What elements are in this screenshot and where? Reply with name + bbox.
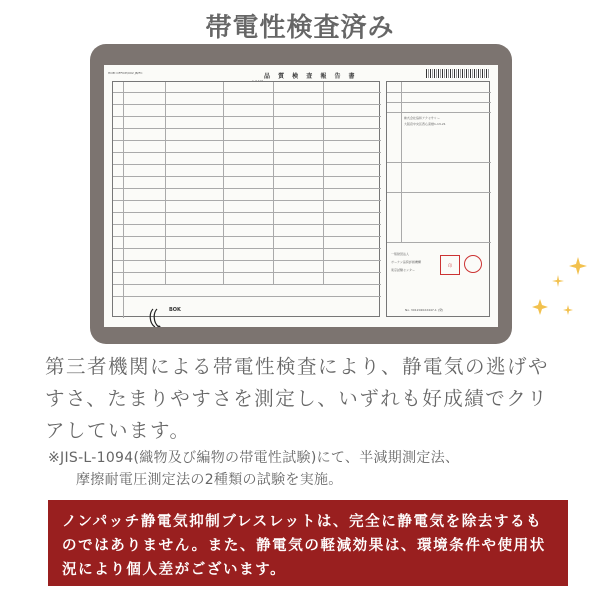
note-line-2: 摩擦耐電圧測定法の2種類の試験を実施。 <box>76 472 343 488</box>
report-side-table <box>386 81 490 317</box>
sparkles-icon <box>520 255 600 340</box>
company-address: 大阪府中央区西心斎橋1-13-21 <box>404 122 446 126</box>
org-label: 一般財団法人 <box>391 252 410 256</box>
brand-logo: BOK <box>169 307 181 313</box>
org-center: 東京試験センター <box>391 268 415 272</box>
barcode-icon <box>426 69 490 78</box>
doc-title: 品 質 検 査 報 告 書 <box>264 73 358 80</box>
inspection-report-document <box>104 65 498 327</box>
seal-icon <box>464 255 482 273</box>
description-text: 第三者機関による帯電性検査により、静電気の逃げやすさ、たまりやすさを測定し、いずれも好成績でクリアしています。 <box>45 355 550 442</box>
disclaimer-box: ノンパッチ静電気抑制ブレスレットは、完全に静電気を除去するものではありません。また、静電気の軽減効果は、環境条件や使用状況により個人差がございます。 <box>48 500 568 586</box>
report-number: No. 301202022447-1 (発) <box>405 308 444 312</box>
note-line-1: ※JIS-L-1094(織物及び編物の帯電性試験)にて、半減期測定法、 <box>48 450 460 466</box>
header <box>0 0 600 50</box>
test-method-note <box>48 447 568 491</box>
company-name: 株式会社協和アクセサリー <box>404 116 440 120</box>
stamp-icon: 印 <box>440 255 460 275</box>
page-title: 帯電性検査済み <box>205 12 395 43</box>
report-main-table <box>112 81 380 317</box>
doc-date: 1.7.101 <box>252 79 264 83</box>
org-name: ボーケン品質評価機構 <box>391 260 421 264</box>
doc-ref: HOEI OFFICE/002 JB/FC <box>108 71 143 75</box>
